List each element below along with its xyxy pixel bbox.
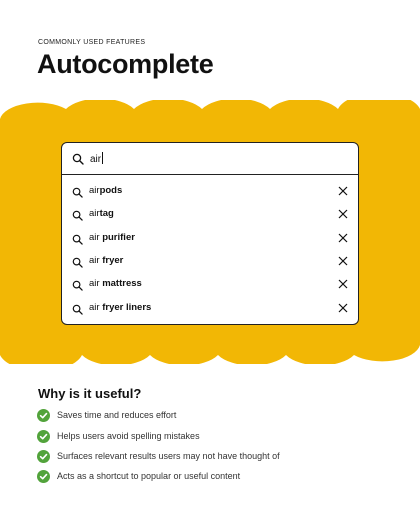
search-icon: [72, 255, 83, 273]
autocomplete-widget: [61, 142, 359, 325]
suggestion-prefix: air: [89, 208, 100, 219]
benefits-heading: Why is it useful?: [38, 386, 142, 401]
suggestion-completion: fryer: [102, 255, 124, 266]
suggestion-completion: purifier: [102, 232, 135, 243]
suggestion-prefix: air: [89, 278, 103, 289]
search-icon: [72, 302, 83, 320]
suggestion-completion: fryer liners: [102, 302, 152, 313]
close-icon[interactable]: [338, 303, 348, 313]
benefit-text: Saves time and reduces effort: [57, 410, 177, 420]
close-icon[interactable]: [338, 186, 348, 196]
suggestion-item[interactable]: [62, 203, 358, 226]
suggestion-label: [89, 278, 142, 289]
check-circle-icon: [37, 409, 50, 422]
suggestion-label: [89, 208, 114, 219]
check-circle-icon: [37, 450, 50, 463]
benefit-text: Surfaces relevant results users may not have thought of: [57, 451, 280, 461]
suggestion-label: [89, 185, 122, 196]
suggestion-prefix: air: [89, 255, 103, 266]
page-title: Autocomplete: [37, 49, 214, 79]
close-icon[interactable]: [338, 279, 348, 289]
suggestion-completion: mattress: [102, 278, 142, 289]
suggestion-item[interactable]: [62, 250, 358, 273]
suggestion-item[interactable]: [62, 273, 358, 296]
suggestion-completion: tag: [99, 208, 114, 219]
search-icon: [72, 278, 83, 296]
search-icon: [72, 208, 83, 226]
search-input-value: air: [90, 154, 102, 165]
close-icon[interactable]: [338, 233, 348, 243]
search-input[interactable]: [62, 143, 358, 175]
suggestion-completion: pods: [99, 185, 123, 196]
close-icon[interactable]: [338, 256, 348, 266]
suggestion-label: [89, 302, 151, 313]
suggestion-item[interactable]: [62, 227, 358, 250]
check-circle-icon: [37, 470, 50, 483]
suggestion-item[interactable]: [62, 180, 358, 203]
suggestion-prefix: air: [89, 302, 103, 313]
search-icon: [72, 232, 83, 250]
suggestion-item[interactable]: [62, 297, 358, 320]
text-caret: [102, 152, 103, 164]
benefit-text: Helps users avoid spelling mistakes: [57, 431, 200, 441]
benefit-text: Acts as a shortcut to popular or useful content: [57, 471, 241, 481]
suggestion-label: [89, 255, 123, 266]
suggestion-prefix: air: [89, 185, 100, 196]
suggestion-label: [89, 232, 135, 243]
eyebrow-label: COMMONLY USED FEATURES: [38, 39, 146, 46]
suggestion-prefix: air: [89, 232, 103, 243]
check-circle-icon: [37, 430, 50, 443]
search-icon: [72, 185, 83, 203]
search-icon: [72, 152, 84, 170]
close-icon[interactable]: [338, 209, 348, 219]
